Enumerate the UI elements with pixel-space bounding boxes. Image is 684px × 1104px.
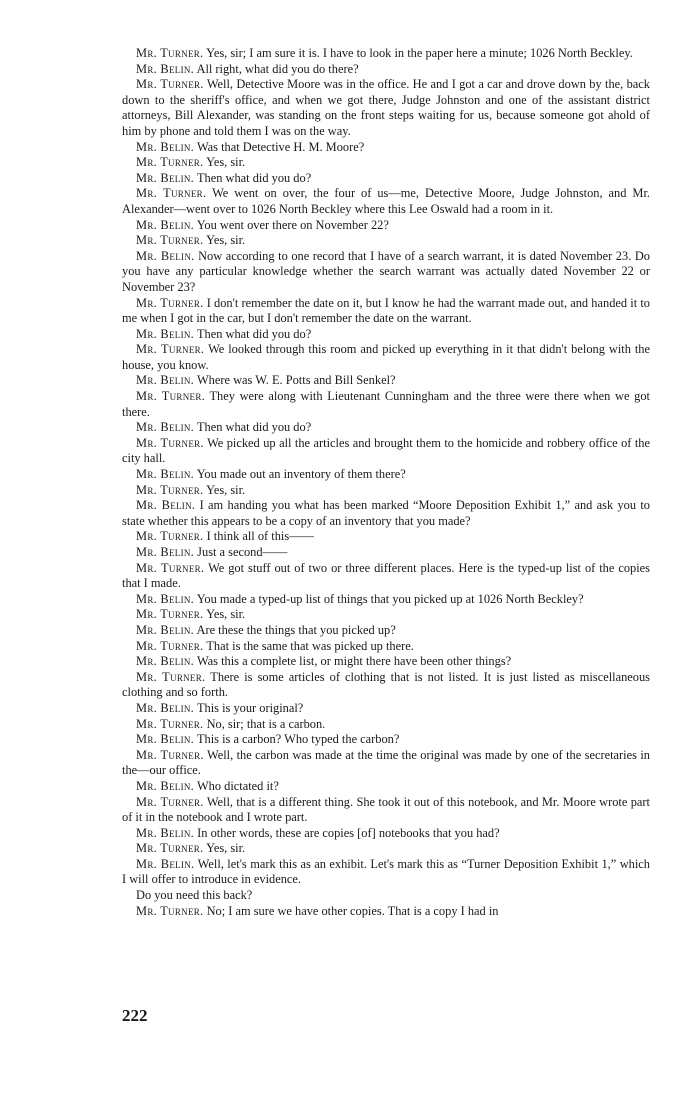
speech-text: You went over there on November 22?	[194, 217, 389, 232]
speaker-name: Mr. Turner.	[136, 46, 204, 60]
speaker-name: Mr. Turner.	[136, 747, 204, 762]
speaker-name: Mr. Belin.	[136, 825, 195, 840]
transcript-paragraph	[122, 46, 650, 62]
speaker-name: Mr. Belin.	[136, 622, 195, 637]
speaker-name: Mr. Belin.	[136, 373, 195, 388]
speech-text: We got stuff out of two or three different places. Here is the typed-up list of the copies that I made.	[122, 560, 650, 591]
speaker-name: Mr. Belin.	[136, 700, 195, 715]
speech-text: Yes, sir.	[203, 155, 246, 170]
transcript-paragraph	[122, 639, 650, 655]
speech-text: In other words, these are copies [of] notebooks that you had?	[194, 825, 500, 840]
transcript-paragraph	[122, 607, 650, 623]
transcript-paragraph	[122, 389, 650, 420]
speech-text: No; I am sure we have other copies. That is a copy I had in	[203, 903, 499, 918]
speech-text: This is your original?	[194, 700, 304, 715]
speech-text: Yes, sir.	[203, 233, 246, 248]
speaker-name: Mr. Belin.	[136, 139, 195, 154]
speaker-name: Mr. Turner.	[136, 903, 204, 918]
transcript-paragraph	[122, 904, 650, 920]
speech-text: Yes, sir.	[203, 841, 246, 856]
transcript-paragraph	[122, 467, 650, 483]
speech-text: I think all of this——	[203, 529, 314, 544]
transcript-paragraph	[122, 373, 650, 389]
speech-text: Well, Detective Moore was in the office. He and I got a car and drove down by the, back down to the sheriff's office, and when we got there, Judge Johnston and one of the assistant district attorneys, Bill Alexander, was standing on the front steps waiting for us, because someone got ahold of him by phone and told them I was on the way.	[122, 77, 650, 138]
transcript-paragraph	[122, 748, 650, 779]
speaker-name: Mr. Turner.	[136, 77, 204, 92]
transcript-paragraph	[122, 186, 650, 217]
transcript-paragraph	[122, 623, 650, 639]
speaker-name: Mr. Turner.	[136, 607, 204, 622]
speech-text: We went on over, the four of us—me, Detective Moore, Judge Johnston, and Mr. Alexander—went over to 1026 North Beckley where this Lee Oswald had a room in it.	[122, 186, 650, 216]
speech-text: Do you need this back?	[136, 888, 253, 903]
transcript-paragraph	[122, 483, 650, 499]
transcript-paragraph	[122, 155, 650, 171]
speaker-name: Mr. Belin.	[136, 778, 195, 793]
speaker-name: Mr. Turner.	[136, 295, 204, 310]
page-number: 222	[122, 1006, 148, 1025]
speech-text: Then what did you do?	[194, 326, 312, 341]
speech-text: Where was W. E. Potts and Bill Senkel?	[194, 373, 396, 388]
speech-text: All right, what did you do there?	[194, 61, 359, 76]
speech-text: Now according to one record that I have of a search warrant, it is dated November 23. Do you have any particular knowledge whether the search warrant was actually dated November 22 or November 23?	[122, 248, 650, 294]
transcript-paragraph	[122, 171, 650, 187]
transcript-body	[122, 46, 650, 919]
speaker-name: Mr. Belin.	[136, 498, 196, 513]
speaker-name: Mr. Belin.	[136, 467, 195, 482]
speech-text: I am handing you what has been marked “Moore Deposition Exhibit 1,” and ask you to state whether this appears to be a copy of an inventory that you made?	[122, 498, 651, 528]
speaker-name: Mr. Belin.	[136, 591, 195, 606]
transcript-paragraph	[122, 826, 650, 842]
speaker-name: Mr. Turner.	[136, 716, 204, 731]
transcript-paragraph	[122, 62, 650, 78]
transcript-paragraph	[122, 701, 650, 717]
transcript-paragraph	[122, 670, 650, 701]
speech-text: Was that Detective H. M. Moore?	[194, 139, 365, 154]
speaker-name: Mr. Turner.	[136, 155, 204, 170]
transcript-paragraph	[122, 77, 650, 139]
speech-text: There is some articles of clothing that is not listed. It is just listed as miscellaneous clothing and so forth.	[122, 669, 650, 700]
speaker-name: Mr. Turner.	[136, 669, 206, 684]
transcript-paragraph	[122, 717, 650, 733]
speaker-name: Mr. Belin.	[136, 654, 195, 669]
speech-text: Yes, sir; I am sure it is. I have to look in the paper here a minute; 1026 North Beckley.	[203, 46, 633, 60]
speaker-name: Mr. Belin.	[136, 856, 195, 871]
speech-text: Yes, sir.	[203, 607, 246, 622]
speech-text: You made out an inventory of them there?	[194, 467, 406, 482]
speech-text: You made a typed-up list of things that you picked up at 1026 North Beckley?	[194, 591, 584, 606]
speaker-name: Mr. Belin.	[136, 732, 195, 747]
speech-text: We picked up all the articles and brought them to the homicide and robbery office of the city hall.	[122, 435, 650, 466]
transcript-paragraph	[122, 857, 650, 888]
transcript-paragraph	[122, 436, 650, 467]
transcript-paragraph	[122, 233, 650, 249]
speaker-name: Mr. Belin.	[136, 326, 195, 341]
speech-text: They were along with Lieutenant Cunningham and the three were there when we got there.	[122, 389, 650, 419]
transcript-paragraph	[122, 327, 650, 343]
speaker-name: Mr. Belin.	[136, 420, 195, 435]
speaker-name: Mr. Turner.	[136, 638, 204, 653]
speech-text: Well, the carbon was made at the time the original was made by one of the secretaries in the—our office.	[122, 747, 650, 778]
transcript-paragraph	[122, 592, 650, 608]
speaker-name: Mr. Belin.	[136, 170, 195, 185]
speech-text: Was this a complete list, or might there have been other things?	[194, 654, 512, 669]
transcript-paragraph	[122, 296, 650, 327]
speech-text: Well, that is a different thing. She took it out of this notebook, and Mr. Moore wrote part of it in the notebook and I wrote part.	[122, 794, 650, 825]
speaker-name: Mr. Turner.	[136, 233, 204, 248]
speech-text: Are these the things that you picked up?	[194, 622, 396, 637]
transcript-paragraph	[122, 732, 650, 748]
speaker-name: Mr. Turner.	[136, 841, 204, 856]
transcript-paragraph	[122, 841, 650, 857]
transcript-paragraph	[122, 498, 650, 529]
transcript-paragraph	[122, 342, 650, 373]
transcript-paragraph	[122, 140, 650, 156]
speech-text: That is the same that was picked up there.	[203, 638, 414, 653]
speaker-name: Mr. Belin.	[136, 217, 195, 232]
transcript-paragraph	[122, 420, 650, 436]
transcript-paragraph	[122, 249, 650, 296]
speaker-name: Mr. Turner.	[136, 529, 204, 544]
speech-text: This is a carbon? Who typed the carbon?	[194, 732, 400, 747]
speech-text: Who dictated it?	[194, 778, 279, 793]
transcript-paragraph	[122, 218, 650, 234]
speech-text: Yes, sir.	[203, 482, 246, 497]
speaker-name: Mr. Turner.	[136, 342, 205, 357]
speaker-name: Mr. Turner.	[136, 482, 204, 497]
speech-text: Just a second——	[194, 545, 288, 559]
speech-text: We looked through this room and picked up everything in it that didn't belong with the house, you know.	[122, 342, 650, 372]
speaker-name: Mr. Turner.	[136, 435, 204, 450]
transcript-paragraph	[122, 529, 650, 545]
speaker-name: Mr. Turner.	[136, 560, 205, 575]
transcript-paragraph	[122, 888, 650, 904]
speech-text: Well, let's mark this as an exhibit. Let's mark this as “Turner Deposition Exhibit 1,” which I will offer to introduce in evidence.	[122, 856, 650, 887]
transcript-paragraph	[122, 561, 650, 592]
speaker-name: Mr. Belin.	[136, 61, 195, 76]
transcript-paragraph	[122, 545, 650, 561]
speech-text: Then what did you do?	[194, 420, 312, 435]
transcript-paragraph	[122, 795, 650, 826]
speaker-name: Mr. Belin.	[136, 248, 195, 263]
transcript-paragraph	[122, 779, 650, 795]
speech-text: Then what did you do?	[194, 170, 312, 185]
transcript-paragraph	[122, 654, 650, 670]
speech-text: No, sir; that is a carbon.	[203, 716, 326, 731]
speaker-name: Mr. Turner.	[136, 186, 207, 201]
speech-text: I don't remember the date on it, but I know he had the warrant made out, and handed it to me when I got in the car, but I don't remember the date on the warrant.	[122, 295, 650, 326]
speaker-name: Mr. Belin.	[136, 545, 195, 559]
speaker-name: Mr. Turner.	[136, 794, 204, 809]
speaker-name: Mr. Turner.	[136, 389, 206, 404]
